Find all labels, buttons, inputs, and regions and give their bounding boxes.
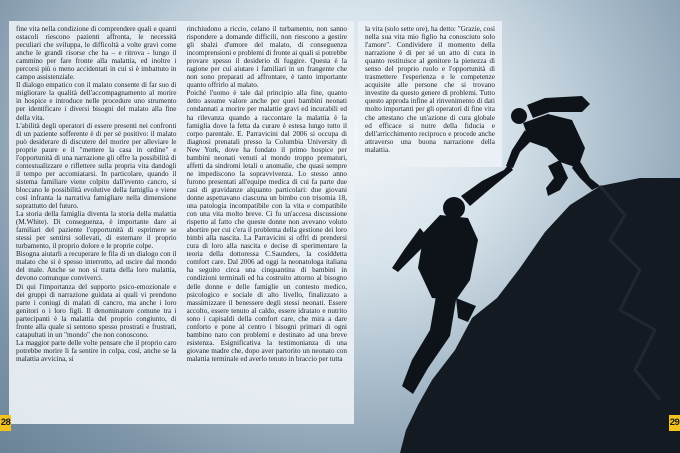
paragraph: fine vita nella condizione di comprendere quali e quanti ostacoli riescono pazienti affronta, le necessità peculiari che sviluppa, le difficoltà a volte gravi come anche le grandi risorse che ha – e ritrova - lungo il cammino per fare fronte alla malattia, ed inoltre i percorsi più o meno accidentati in cui si è imbattuto in campo assistenziale. [16, 25, 177, 82]
left-page-column-2 [187, 25, 348, 418]
paragraph: Di qui l'importanza del supporto psico-emozionale e dei gruppi di narrazione guidata ai quali vi prendono parte i coniugi di malati di cancro, ma anche i loro genitori o i loro figli. Il denominatore comune tra i partecipanti è la malattia del proprio congiunto, di fronte alla quale si sentono spesso prostrati e frustrati, catapultati in un "mondo" che non conoscono. [16, 282, 177, 339]
paragraph: La storia della famiglia diventa la storia della malattia (M.White). Di conseguenza, è importante dare ai familiari del paziente l'opportunità di esprimere se stessi per sentirsi sollevati, di esternare il proprio turbamento, il proprio dolore e le proprie colpe. [16, 210, 177, 251]
left-page-column-1 [16, 25, 177, 418]
paragraph: Poiché l'uomo è tale dal principio alla fine, quanto detto assume valore anche per quei bambini neonati condannati a morire per malattie gravi ed incurabili ed ha rilevanza quando a raccontare la malattia è la famiglia dove la fetta da curare è estesa lungo tutto il corpo parentale. E. Parravicini dal 2006 si occupa di diagnosi prenatali presso la Columbia University di New York, dove ha fondato il primo hospice per bambini neonati venuti al mondo troppo prematuri, affetti da sindromi letali o anomalie, che quasi sempre ne impediscono la sopravvivenza. Lo stesso anno furono presentati all'equipe medica di cui fa parte due casi di gravidanze alquanto particolari: due giovani donne aspettavano ciascuna un bimbo con trisomia 18, una patologia incompatibile con la vita e compatibile con una vita molto breve. Ci fu un'accesa discussione rispetto al fatto che queste donne non avevano voluto abortire per cui c'era il problema della gestione dei loro bimbi alla nascita. La Parravicini si offrì di prendersi cura di loro alla nascita e decise di sperimentare la teoria della dottoressa C.Saunders, la cosiddetta comfort care. Dal 2006 ad oggi la neonatologa italiana ha seguito circa una cinquantina di bambini in condizioni terminali ed ha costruito attorno al bisogno delle donne e delle famiglie un contesto medico, psicologico e sociale di alto livello, finalizzato a massimizzare il benessere degli stessi neonati. Essere accolto, essere tenuto al caldo, essere idratato e nutrito sono i capisaldi della comfort care, che mira a dare conforto e pone al centro i bisogni primari di ogni bambino nato con problemi e destinato ad una breve esistenza. Esignificativa la testimonianza di una giovane madre che, dopo aver partorito un neonato con malattia terminale ed averlo tenuto in braccio per tutta [186, 89, 347, 363]
paragraph: Bisogna aiutarli a recuperare le fila di un dialogo con il malato che si è spesso interrotto, ad uscire dal mondo del male. Anche se non si tratta della loro malattia, devono comunque conviverci. [16, 250, 177, 283]
paragraph: L'abilità degli operatori di essere presenti nei confronti di un paziente sofferente è di per sé positivo: il malato può desiderare di discutere del morire per alleviare le proprie paure e il "mettere la casa in ordine" e l'opportunità di una narrazione gli offre la possibilità di contestualizzare e riflettere sulla propria vita dandogli il tempo per accomiatarsi. In particolare, quando il sistema familiare viene colpito dall'evento cancro, si bloccano le possibilità evolutive della famiglia e viene così infranta la narrativa famigliare nella dimensione soprattutto del futuro. [16, 121, 177, 211]
paragraph: Il dialogo empatico con il malato consente di far suo di migliorare la qualità dell'accompagnamento al morire in hospice e introduce nelle procedure uno strumento per identificare i diversi bisogni del malato alla fine della vita. [16, 81, 177, 122]
page-number-right: 29 [669, 415, 680, 431]
left-page-text-panel [9, 21, 354, 424]
page-number-left: 28 [0, 415, 11, 431]
right-page-text-panel [358, 21, 502, 167]
paragraph: la vita (solo sette ore), ha detto: "Grazie, così nella sua vita mio figlio ha conosciuto solo l'amore". Condividere il momento della narrazione è di per sé un atto di cura in quanto restituisce al genitore la pienezza di senso del proprio ruolo e l'opportunità di trasmettere l'esperienza e le competenze acquisite alle persone che si trovano investite da questo genere di problemi. Tutto questo approda infine al rinvenimento di dati molto importanti per gli operatori di fine vita che attestano che un'azione di cura globale ed efficace si nutre della fiducia e dell'arricchimento reciproco e procede anche attraverso una buona narrazione della malattia. [365, 25, 495, 154]
paragraph: rinchiudono a riccio, celano il turbamento, non sanno rispondere a domande difficili, non riescono a gestire gli sbalzi d'umore del malato, di conseguenza incomprensioni e problemi di fronte ai quali si potrebbe provare spesso il desiderio di fuggire. Questa è la ragione per cui aiutare i familiari in un frangente che non sono preparati ad affrontare, è tanto importante quanto offrirlo al malato. [186, 25, 347, 90]
paragraph: La maggior parte delle volte pensare che il proprio caro potrebbe morire li fa sentire in colpa, così, anche se la malattia avvicina, si [16, 338, 177, 363]
